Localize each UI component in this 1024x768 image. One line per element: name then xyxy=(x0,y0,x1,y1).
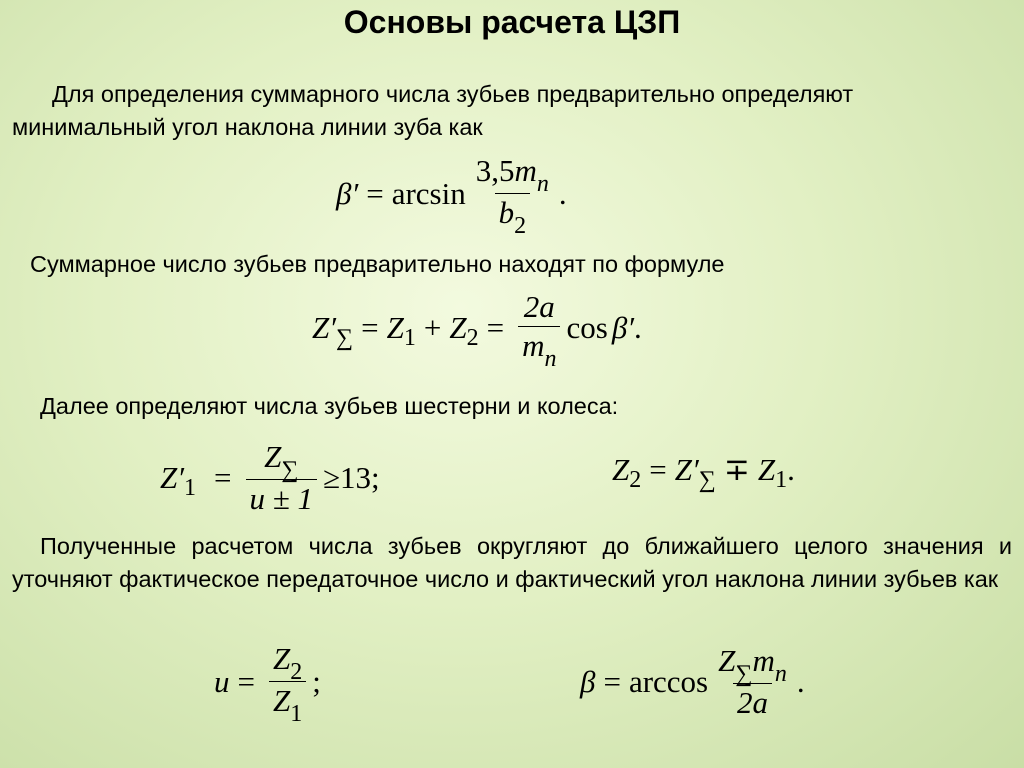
sub-2: 2 xyxy=(290,659,303,685)
var-z2: Z xyxy=(449,310,467,345)
period: . xyxy=(558,175,567,211)
paragraph-1 xyxy=(12,78,1016,144)
sub-n: n xyxy=(544,346,557,372)
fraction-denominator: u ± 1 xyxy=(246,479,318,518)
equals-sign: = xyxy=(649,452,667,487)
formula-z1 xyxy=(160,438,380,518)
var-beta: β xyxy=(580,664,596,699)
sum-sub: ∑ xyxy=(698,466,716,493)
value-13: 13 xyxy=(340,460,372,495)
beta-prime: β′ xyxy=(611,310,635,345)
fraction xyxy=(246,438,318,518)
arccos-func: arccos xyxy=(628,664,709,699)
fraction-denominator xyxy=(518,326,560,372)
sub-2: 2 xyxy=(466,324,479,351)
var-z: Z xyxy=(272,641,291,676)
var-m: m xyxy=(522,328,545,363)
equals-sign: = xyxy=(361,310,379,345)
formula-z2 xyxy=(612,452,795,493)
fraction-denominator: 2a xyxy=(733,683,772,722)
minus-plus-sign: ∓ xyxy=(723,452,750,487)
var-z: Z xyxy=(264,439,282,474)
period: . xyxy=(787,452,795,487)
fraction xyxy=(714,642,791,722)
equals-sign: = xyxy=(603,664,621,699)
semicolon: ; xyxy=(312,663,321,699)
paragraph-3: Далее определяют числа зубьев шестерни и колеса: xyxy=(40,393,619,419)
z2-lhs: Z xyxy=(612,452,630,487)
z1-lhs: Z′ xyxy=(160,460,185,495)
var-m: m xyxy=(752,643,775,678)
fraction xyxy=(518,288,560,372)
sub-1: 1 xyxy=(403,324,416,351)
sum-sub: ∑ xyxy=(281,457,299,483)
var-z1: Z xyxy=(386,310,404,345)
fraction-numerator xyxy=(714,642,791,687)
var-z1: Z xyxy=(757,452,776,487)
sub-1: 1 xyxy=(775,466,788,493)
sub-2: 2 xyxy=(629,466,642,493)
cos-func: cos xyxy=(566,310,608,345)
formula-beta-prime xyxy=(336,152,567,239)
equals-sign: = xyxy=(366,175,384,211)
beta-prime-lhs: β′ xyxy=(336,175,359,211)
var-b: b xyxy=(498,195,515,230)
slide-title: Основы расчета ЦЗП xyxy=(343,4,681,40)
z-sum-prime: Z′ xyxy=(674,452,699,487)
paragraph-4: Полученные расчетом числа зубьев округляют до ближайшего целого значения и уточняют фактическое передаточное число и фактический угол наклона линии зубьев как xyxy=(12,533,1012,592)
paragraph-1-line-1: Для определения суммарного числа зубьев предварительно определяют xyxy=(52,81,854,107)
coefficient: 3,5 xyxy=(475,153,515,188)
var-m: m xyxy=(514,153,537,188)
period: . xyxy=(796,664,805,699)
equals-sign: = xyxy=(237,663,255,699)
fraction-denominator xyxy=(495,193,531,239)
equals-sign-2: = xyxy=(486,310,505,345)
sub-1: 1 xyxy=(184,474,197,501)
formula-beta xyxy=(580,642,805,722)
arcsin-func: arcsin xyxy=(391,175,466,211)
semicolon: ; xyxy=(371,460,380,495)
sub-n: n xyxy=(774,661,787,687)
var-z: Z xyxy=(272,683,291,718)
ge-sign: ≥ xyxy=(323,460,341,495)
fraction-numerator xyxy=(269,640,306,685)
plus-sign: + xyxy=(423,310,442,345)
sub-n: n xyxy=(536,171,549,197)
fraction xyxy=(269,640,306,727)
formula-z-sum xyxy=(312,288,642,372)
period: . xyxy=(634,310,642,345)
var-u: u xyxy=(214,663,230,699)
fraction-numerator xyxy=(260,438,302,483)
formula-u xyxy=(214,640,321,727)
sub-1: 1 xyxy=(290,701,303,727)
sum-sub: ∑ xyxy=(336,324,354,351)
z-sum-lhs: Z′ xyxy=(312,310,337,345)
fraction-numerator: 2a xyxy=(523,289,555,324)
fraction-numerator xyxy=(472,152,553,197)
equals-sign: = xyxy=(214,460,232,495)
var-z: Z xyxy=(718,643,736,678)
sum-sub: ∑ xyxy=(735,661,753,687)
paragraph-2: Суммарное число зубьев предварительно находят по формуле xyxy=(30,251,725,277)
fraction-denominator xyxy=(269,681,306,727)
sub-2: 2 xyxy=(514,213,527,239)
paragraph-1-line-2: минимальный угол наклона линии зуба как xyxy=(12,114,483,140)
fraction xyxy=(472,152,553,239)
